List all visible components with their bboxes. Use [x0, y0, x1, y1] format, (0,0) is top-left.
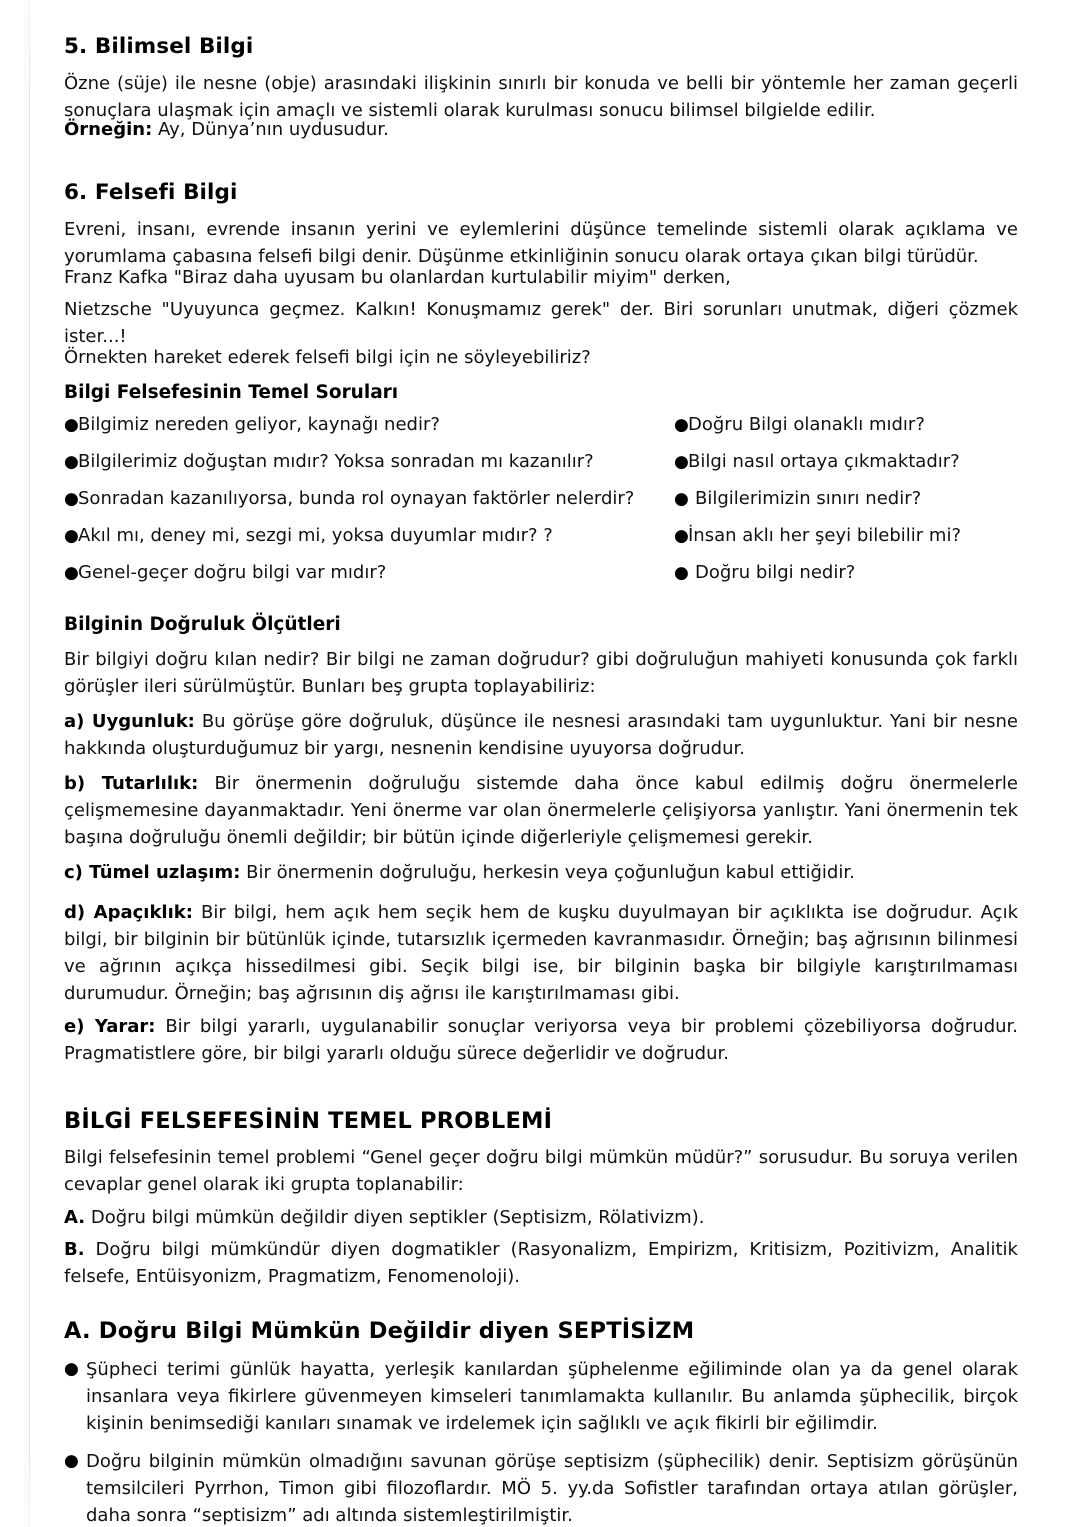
question-left-2-text: Bilgilerimiz doğuştan mıdır? Yoksa sonradan mı kazanılır?: [78, 451, 594, 472]
core-problem-answer-b: [64, 1236, 1018, 1290]
truth-criteria-item-a: [64, 708, 1018, 762]
core-questions-grid: [64, 412, 1018, 597]
bullet-icon: ●: [64, 563, 79, 583]
bullet-icon: ●: [674, 415, 689, 435]
core-problem-intro: [64, 1144, 1018, 1198]
closing-question-text: Örnekten hareket ederek felsefi bilgi için ne söyleyebiliriz?: [64, 347, 591, 368]
septisizm-bullet-1-wrap: [64, 1356, 1018, 1437]
bullet-icon: ●: [674, 489, 689, 509]
truth-criteria-item-b-label: b) Tutarlılık:: [64, 773, 199, 794]
section-septisizm: [64, 1318, 1018, 1344]
truth-criteria-intro: [64, 646, 1018, 700]
question-row: [64, 523, 1018, 560]
septisizm-bullet-2: [64, 1448, 1018, 1527]
septisizm-bullet-1-text: Şüpheci terimi günlük hayatta, yerleşik kanılardan şüphelenme eğiliminde olan ya da genel olarak insanlara veya fikirlere güvenmeyen kimseleri tanımlamakta kullanılır. Bu anlamda şüphecilik, birçok kişinin benimsediği kanıları sınamak ve irdelemek için sağlıklı ve açık fikirli bir eğilimdir.: [86, 1359, 1018, 1434]
truth-criteria-item-c-label: c) Tümel uzlaşım:: [64, 862, 241, 883]
question-left-3-text: Sonradan kazanılıyorsa, bunda rol oynayan faktörler nelerdir?: [78, 488, 635, 509]
question-left-1-text: Bilgimiz nereden geliyor, kaynağı nedir?: [78, 414, 440, 435]
example-label: Örneğin:: [64, 119, 153, 140]
bullet-icon: ●: [64, 1359, 79, 1379]
core-problem-answer-a-text: [64, 1204, 1018, 1231]
quote-kafka-text: Franz Kafka "Biraz daha uyusam bu olanlardan kurtulabilir miyim" derken,: [64, 267, 731, 288]
question-row: [64, 412, 1018, 449]
question-row: [64, 560, 1018, 597]
question-row: [64, 486, 1018, 523]
question-left-4-text: Akıl mı, deney mi, sezgi mi, yoksa duyumlar mıdır? ?: [78, 525, 553, 546]
truth-criteria-item-e-text: [64, 1013, 1018, 1067]
section-core-problem: [64, 1108, 1018, 1134]
section-core-questions: [64, 382, 1018, 403]
question-left-3: [64, 486, 674, 512]
bullet-icon: ●: [64, 452, 79, 472]
bullet-icon: ●: [64, 1451, 79, 1471]
bullet-icon: ●: [64, 489, 79, 509]
truth-criteria-item-e: [64, 1013, 1018, 1067]
truth-criteria-item-d-label: d) Apaçıklık:: [64, 902, 193, 923]
bullet-icon: ●: [674, 563, 689, 583]
truth-criteria-item-a-body: Bu görüşe göre doğruluk, düşünce ile nesnesi arasındaki tam uygunluktur. Yani bir nesne hakkında oluşturduğumuz bir yargı, nesnenin kendisine uyuyorsa doğrudur.: [64, 711, 1018, 759]
truth-criteria-item-d-body: Bir bilgi, hem açık hem seçik hem de kuşku duyulmayan bir açıklıkta ise doğrudur. Açık bilgi, bir bilginin bir bütünlük içinde, tutarsızlık içermeden kavranmasıdır. Örneğin; baş ağrısının bilinmesi ve ağrının açıkça hissedilmesi gibi. Seçik bilgi ise, bir bilginin başka bir bilgiyle karıştırılmaması durumudur. Örneğin; baş ağrısının diş ağrısı ile karıştırılmaması gibi.: [64, 902, 1018, 1004]
bullet-icon: ●: [64, 415, 79, 435]
section-truth-criteria: [64, 614, 1018, 635]
core-problem-answer-b-label: B.: [64, 1239, 85, 1260]
truth-criteria-item-c-text: [64, 859, 1018, 886]
page-scan-edge: [29, 0, 30, 1527]
question-left-1: [64, 412, 674, 438]
truth-criteria-item-d: [64, 899, 1018, 1007]
septisizm-bullet-1: [64, 1356, 1018, 1437]
heading-core-questions: Bilgi Felsefesinin Temel Soruları: [64, 382, 399, 403]
truth-criteria-item-c: [64, 859, 1018, 886]
space: [85, 1239, 96, 1260]
closing-question: [64, 344, 1018, 371]
truth-criteria-item-a-text: [64, 708, 1018, 762]
truth-criteria-intro-text: Bir bilgiyi doğru kılan nedir? Bir bilgi ne zaman doğrudur? gibi doğruluğun mahiyeti konusunda çok farklı görüşler ileri sürülmüştür. Bunları beş grupta toplayabiliriz:: [64, 649, 1018, 697]
core-problem-answer-b-text: [64, 1236, 1018, 1290]
question-right-3: [674, 486, 1018, 512]
septisizm-bullet-2-text: Doğru bilginin mümkün olmadığını savunan görüşe septisizm (şüphecilik) denir. Septisizm görüşünün temsilcileri Pyrrhon, Timon gibi filozoflardır. MÖ 5. yy.da Sofistler tarafından ortaya atılan görüşler, daha sonra “septisizm” adı altında sistemleştirilmiştir.: [86, 1451, 1018, 1526]
section-philosophical-knowledge: [64, 180, 1018, 205]
core-problem-answer-b-body: Doğru bilgi mümkündür diyen dogmatikler (Rasyonalizm, Empirizm, Kritisizm, Pozitivizm, Analitik felsefe, Entüisyonizm, Pragmatizm, Fenomenoloji).: [64, 1239, 1018, 1287]
paragraph-philosophical-knowledge: [64, 216, 1018, 270]
truth-criteria-item-b-body: Bir önermenin doğruluğu sistemde daha önce kabul edilmiş doğru önermelerle çelişmemesine dayanmaktadır. Yeni önerme var olan önermelerle çelişiyorsa yanlıştır. Yani önermenin tek başına doğruluğu önemli değildir; bir bütün içinde diğerleriyle çelişmemesi gerekir.: [64, 773, 1018, 848]
scientific-knowledge-text: Özne (süje) ile nesne (obje) arasındaki ilişkinin sınırlı bir konuda ve belli bir yöntemle her zaman geçerli sonuçlara ulaşmak için amaçlı ve sistemli olarak kurulması sonucu bilimsel bilgielde edilir.: [64, 73, 1018, 121]
truth-criteria-item-c-body: Bir önermenin doğruluğu, herkesin veya çoğunluğun kabul ettiğidir.: [246, 862, 855, 883]
question-right-4: [674, 523, 1018, 549]
bullet-icon: ●: [674, 452, 689, 472]
example-scientific-knowledge: [64, 116, 1018, 143]
question-left-5: [64, 560, 674, 586]
core-problem-answer-a-label: A.: [64, 1207, 86, 1228]
question-right-5-text: Doğru bilgi nedir?: [695, 562, 856, 583]
truth-criteria-item-e-label: e) Yarar:: [64, 1016, 156, 1037]
question-row: [64, 449, 1018, 486]
bullet-icon: ●: [64, 526, 79, 546]
truth-criteria-item-d-text: [64, 899, 1018, 1007]
question-right-2: [674, 449, 1018, 475]
example-text: Ay, Dünya’nın uydusudur.: [158, 119, 389, 140]
quote-kafka: [64, 264, 1018, 291]
heading-septisizm: A. Doğru Bilgi Mümkün Değildir diyen SEPTİSİZM: [64, 1318, 695, 1344]
question-right-3-text: Bilgilerimizin sınırı nedir?: [695, 488, 922, 509]
question-right-1: [674, 412, 1018, 438]
heading-philosophical-knowledge: 6. Felsefi Bilgi: [64, 180, 238, 205]
section-scientific-knowledge: [64, 34, 1018, 59]
heading-scientific-knowledge: 5. Bilimsel Bilgi: [64, 34, 254, 59]
truth-criteria-item-e-body: Bir bilgi yararlı, uygulanabilir sonuçlar veriyorsa veya bir problemi çözebiliyorsa doğrudur. Pragmatistlere göre, bir bilgi yararlı olduğu sürece değerlidir ve doğrudur.: [64, 1016, 1019, 1064]
core-problem-answer-a: [64, 1204, 1018, 1231]
question-right-5: [674, 560, 1018, 586]
core-problem-answer-a-body: Doğru bilgi mümkün değildir diyen septikler (Septisizm, Rölativizm).: [90, 1207, 705, 1228]
philosophical-knowledge-text: Evreni, insanı, evrende insanın yerini ve eylemlerini düşünce temelinde sistemli olarak açıklama ve yorumlama çabasına felsefi bilgi denir. Düşünme etkinliğinin sonucu olarak ortaya çıkan bilgi türüdür.: [64, 219, 1018, 267]
quote-nietzsche-text: Nietzsche "Uyuyunca geçmez. Kalkın! Konuşmamız gerek" der. Biri sorunları unutmak, diğeri çözmek ister...!: [64, 299, 1018, 347]
question-right-2-text: Bilgi nasıl ortaya çıkmaktadır?: [688, 451, 960, 472]
space: [193, 902, 201, 923]
truth-criteria-item-a-label: a) Uygunluk:: [64, 711, 195, 732]
septisizm-bullet-2-wrap: [64, 1448, 1018, 1527]
question-right-4-text: İnsan aklı her şeyi bilebilir mi?: [688, 525, 962, 546]
question-left-4: [64, 523, 674, 549]
truth-criteria-item-b-text: [64, 770, 1018, 851]
heading-core-problem: BİLGİ FELSEFESİNİN TEMEL PROBLEMİ: [64, 1108, 553, 1134]
scientific-knowledge-example: [64, 116, 1018, 143]
core-problem-intro-text: Bilgi felsefesinin temel problemi “Genel geçer doğru bilgi mümkün müdür?” sorusudur. Bu soruya verilen cevaplar genel olarak iki grupta toplanabilir:: [64, 1147, 1018, 1195]
space: [198, 773, 214, 794]
question-left-2: [64, 449, 674, 475]
question-right-1-text: Doğru Bilgi olanaklı mıdır?: [688, 414, 925, 435]
heading-truth-criteria: Bilginin Doğruluk Ölçütleri: [64, 614, 341, 635]
space: [195, 711, 202, 732]
question-left-5-text: Genel-geçer doğru bilgi var mıdır?: [78, 562, 387, 583]
space: [155, 1016, 165, 1037]
bullet-icon: ●: [674, 526, 689, 546]
truth-criteria-item-b: [64, 770, 1018, 851]
quote-nietzsche: [64, 296, 1018, 350]
